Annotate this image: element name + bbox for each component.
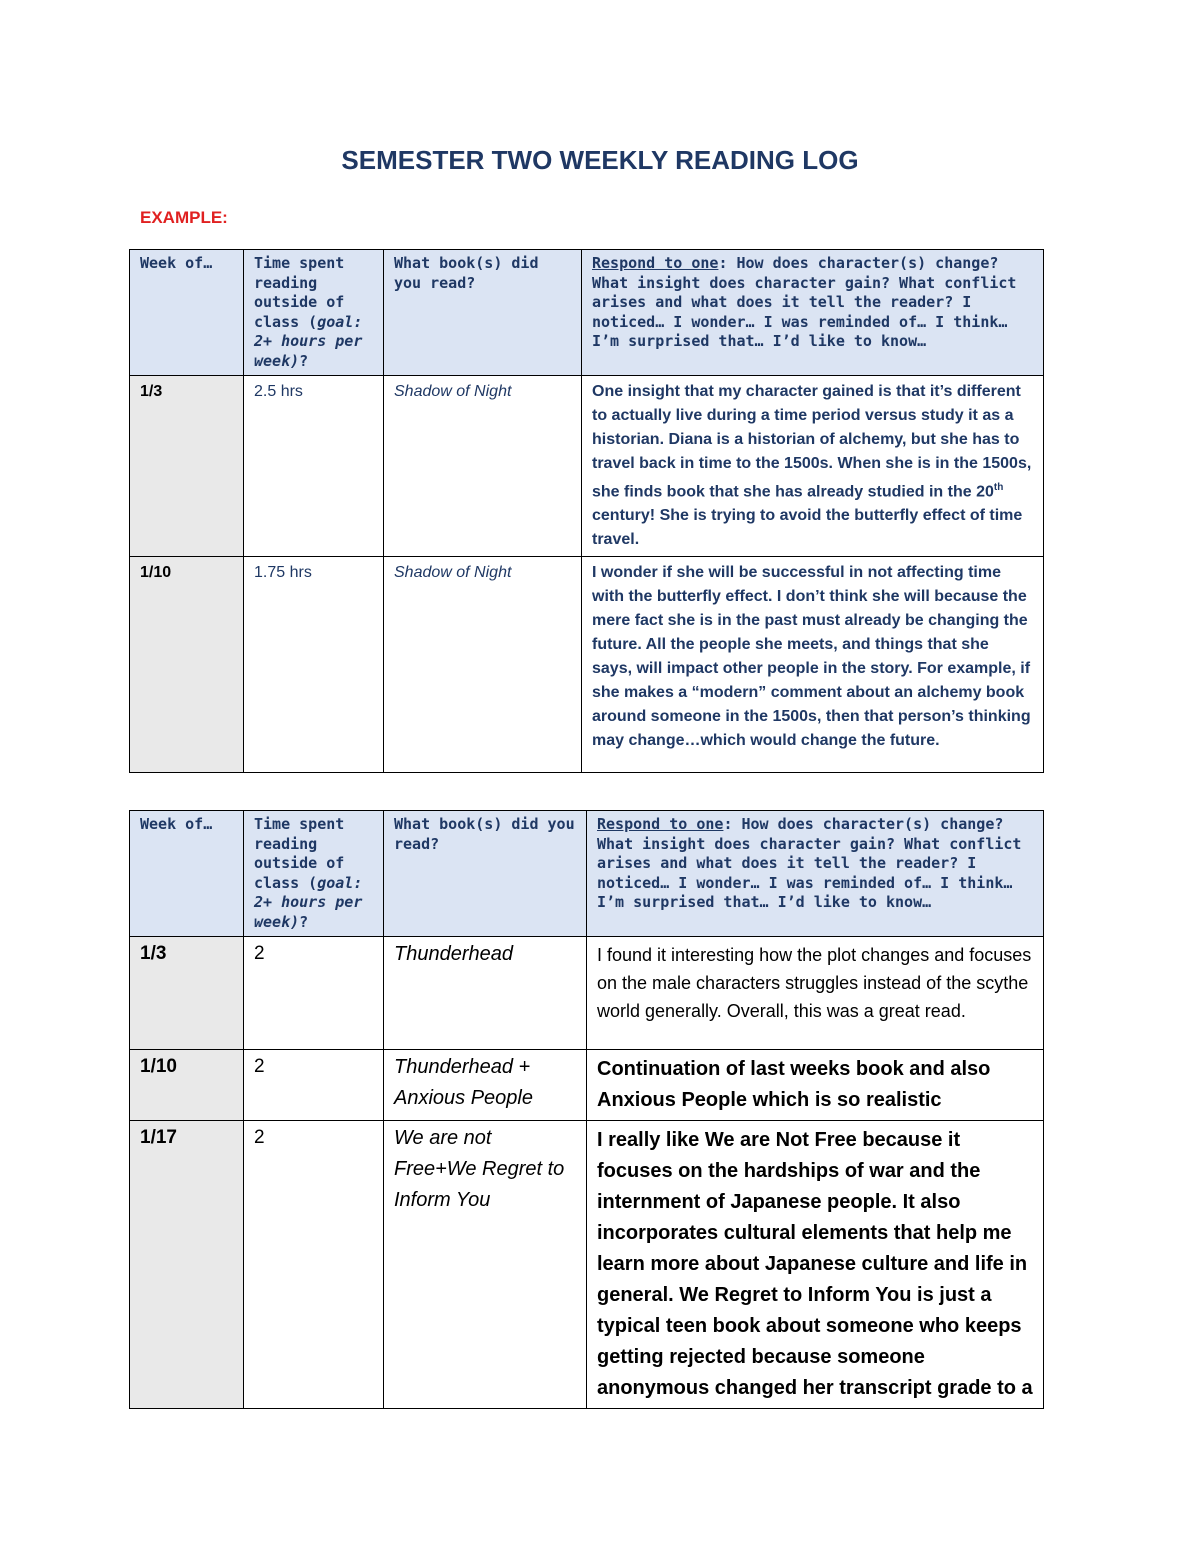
header-time: Time spent reading outside of class (goal: 2+ hours per week)? — [244, 811, 384, 937]
header-row — [130, 250, 1044, 376]
table-row — [130, 1050, 1044, 1121]
time-cell: 2 — [244, 937, 384, 1050]
table-row — [130, 937, 1044, 1050]
book-cell: Shadow of Night — [384, 376, 582, 557]
table-row — [130, 557, 1044, 773]
header-respond: Respond to one: How does character(s) change? What insight does character gain? What conflict arises and what does it tell the reader? I noticed… I wonder… I was reminded of… I think… I’m surprised that… I’d like to know… — [587, 811, 1044, 937]
response-cell: I found it interesting how the plot changes and focuses on the male characters struggles instead of the scythe world generally. Overall, this was a great read. — [587, 937, 1044, 1050]
time-cell: 2 — [244, 1050, 384, 1121]
header-row — [130, 811, 1044, 937]
week-cell: 1/3 — [130, 376, 244, 557]
time-cell: 2.5 hrs — [244, 376, 384, 557]
response-cell: Continuation of last weeks book and also Anxious People which is so realistic — [587, 1050, 1044, 1121]
header-week: Week of… — [130, 811, 244, 937]
book-cell: Thunderhead + Anxious People — [384, 1050, 587, 1121]
week-cell: 1/3 — [130, 937, 244, 1050]
week-cell: 1/17 — [130, 1121, 244, 1409]
header-week: Week of… — [130, 250, 244, 376]
week-cell: 1/10 — [130, 557, 244, 773]
page-title: SEMESTER TWO WEEKLY READING LOG — [341, 145, 859, 175]
response-cell: I really like We are Not Free because it focuses on the hardships of war and the internment of Japanese people. It also incorporates cultural elements that help me learn more about Japanese culture and life in general. We Regret to Inform You is just a typical teen book about someone who keeps getting rejected because someone anonymous changed her transcript grade to a — [587, 1121, 1044, 1409]
example-reading-log-table — [129, 249, 1044, 773]
respond-to-one-label: Respond to one — [597, 815, 724, 833]
table-row — [130, 376, 1044, 557]
header-book: What book(s) did you read? — [384, 811, 587, 937]
time-cell: 2 — [244, 1121, 384, 1409]
student-reading-log-table — [129, 810, 1044, 1409]
table-row — [130, 1121, 1044, 1409]
header-book: What book(s) did you read? — [384, 250, 582, 376]
response-cell: I wonder if she will be successful in not affecting time with the butterfly effect. I don’t think she will because the mere fact she is in the past must already be changing the future. All the people she meets, and things that she says, will impact other people in the story. For example, if she makes a “modern” comment about an alchemy book around someone in the 1500s, then that person’s thinking may change…which would change the future. — [582, 557, 1044, 773]
header-time: Time spent reading outside of class (goal: 2+ hours per week)? — [244, 250, 384, 376]
book-cell: Shadow of Night — [384, 557, 582, 773]
respond-to-one-label: Respond to one — [592, 254, 719, 272]
example-label: EXAMPLE: — [140, 208, 228, 227]
week-cell: 1/10 — [130, 1050, 244, 1121]
book-cell: Thunderhead — [384, 937, 587, 1050]
response-cell: One insight that my character gained is that it’s different to actually live during a time period versus study it as a historian. Diana is a historian of alchemy, but she has to travel back in time to the 1500s. When she is in the 1500s, she finds book that she has already studied in the 20th century! She is trying to avoid the butterfly effect of time travel. — [582, 376, 1044, 557]
header-respond: Respond to one: How does character(s) change? What insight does character gain? What conflict arises and what does it tell the reader? I noticed… I wonder… I was reminded of… I think… I’m surprised that… I’d like to know… — [582, 250, 1044, 376]
book-cell: We are not Free+We Regret to Inform You — [384, 1121, 587, 1409]
time-cell: 1.75 hrs — [244, 557, 384, 773]
